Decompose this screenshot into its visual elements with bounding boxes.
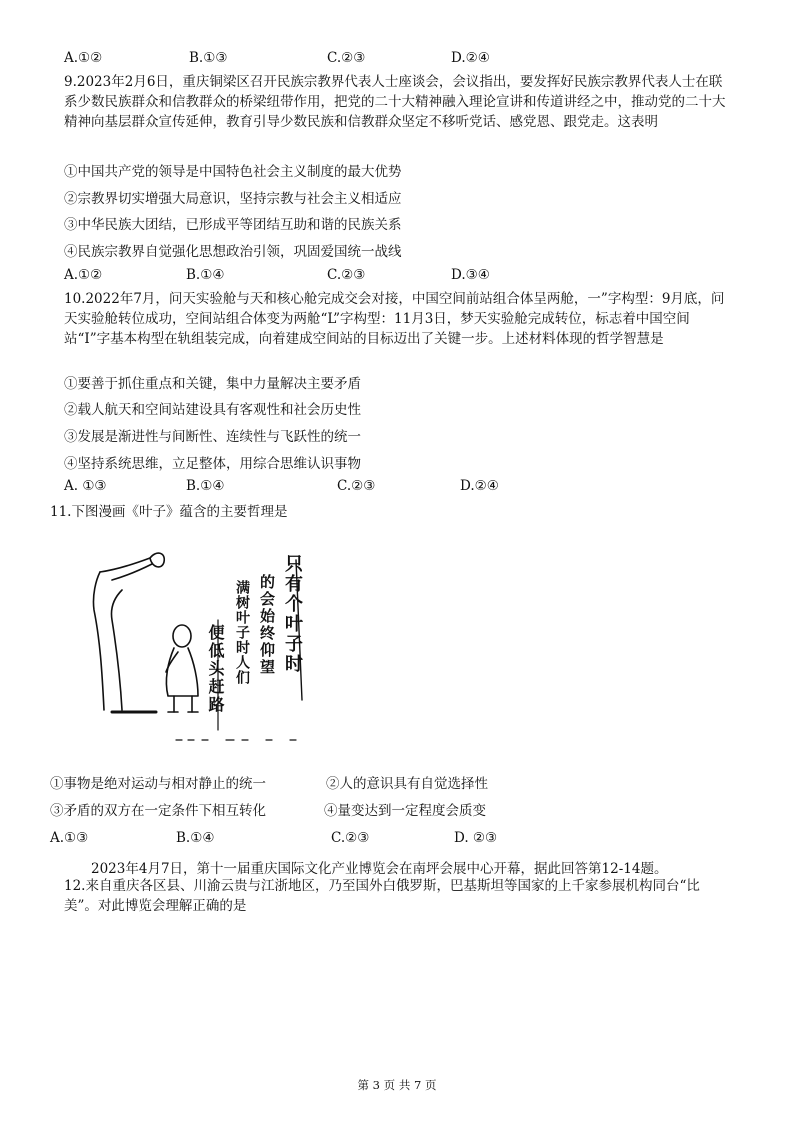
question-11-stem: 11.下图漫画《叶子》蕴含的主要哲理是 (50, 504, 288, 520)
q9-option-d: D.③④ (451, 267, 490, 283)
q11-item-1: ①事物是绝对运动与相对静止的统一 (50, 776, 266, 792)
question-10-stem: 10.2022年7月，问天实验舱与天和核心舱完成交会对接，中国空间前站组合体呈两舱，一”字构型：9月底，问天实验舱转位成功，空间站组合体变为两舱“L”字构型：11月3日，梦天实验舱完成转位，标志着中国空间站“I”字基本构型在轨组装完成，向着建成空间站的目标迈出了关键一步。上述材料体现的哲学智慧是 (64, 291, 725, 347)
q11-option-d: D. ②③ (454, 830, 498, 846)
question-9-stem: 9.2023年2月6日，重庆铜梁区召开民族宗教界代表人士座谈会，会议指出，要发挥好民族宗教界代表人士在联系少数民族群众和信教群众的桥梁纽带作用，把党的二十大精神融入理论宣讲和传道讲经之中，推动党的二十大精神向基层群众宣传延伸，教育引导少数民族和信教群众坚定不移听党话、感党恩、跟党走。这表明 (64, 74, 726, 130)
q10-item-3: ③发展是渐进性与间断性、连续性与飞跃性的统一 (64, 429, 361, 445)
q11-option-b: B.①④ (176, 830, 215, 846)
q9-item-2: ②宗教界切实增强大局意识，坚持宗教与社会主义相适应 (64, 191, 402, 207)
q9-item-4: ④民族宗教界自觉强化思想政治引领，巩固爱国统一战线 (64, 244, 402, 260)
comic-text-col-1: 只有个叶子时 (282, 554, 303, 674)
q10-item-4: ④坚持系统思维，立足整体，用综合思维认识事物 (64, 456, 361, 472)
q11-option-a: A.①③ (50, 830, 89, 846)
q10-option-a: A. ①③ (64, 478, 107, 494)
option-b: B.①③ (189, 50, 228, 66)
q11-option-c: C.②③ (331, 830, 370, 846)
section-intro: 2023年4月7日，第十一届重庆国际文化产业博览会在南坪会展中心开幕，据此回答第12-14题。 (91, 861, 668, 877)
comic-text-col-2: 的会始终仰望 (258, 574, 276, 676)
q9-option-a: A.①② (64, 267, 103, 283)
q10-item-1: ①要善于抓住重点和关键，集中力量解决主要矛盾 (64, 376, 361, 392)
page-number: 第 3 页 共 7 页 (357, 1078, 437, 1092)
comic-leaves-illustration (64, 540, 344, 750)
q11-item-4: ④量变达到一定程度会质变 (324, 803, 486, 819)
q9-option-b: B.①④ (186, 267, 225, 283)
q10-option-b: B.①④ (186, 478, 225, 494)
q10-option-d: D.②④ (460, 478, 499, 494)
q10-option-c: C.②③ (337, 478, 376, 494)
q11-item-3: ③矛盾的双方在一定条件下相互转化 (50, 803, 266, 819)
q11-item-2: ②人的意识具有自觉选择性 (326, 776, 488, 792)
q10-item-2: ②载人航天和空间站建设具有客观性和社会历史性 (64, 402, 361, 418)
q9-item-1: ①中国共产党的领导是中国特色社会主义制度的最大优势 (64, 164, 402, 180)
q9-option-c: C.②③ (327, 267, 366, 283)
q9-item-3: ③中华民族大团结，已形成平等团结互助和谐的民族关系 (64, 217, 402, 233)
comic-text-col-3: 满树叶子时人们 (234, 580, 250, 685)
option-a: A.①② (64, 50, 103, 66)
option-c: C.②③ (327, 50, 366, 66)
comic-text-col-4: 便低头赶路 (206, 624, 225, 714)
option-d: D.②④ (451, 50, 490, 66)
question-12-stem: 12.来自重庆各区县、川渝云贵与江浙地区，乃至国外白俄罗斯，巴基斯坦等国家的上千家参展机构同台“比美”。对此博览会理解正确的是 (64, 878, 700, 914)
